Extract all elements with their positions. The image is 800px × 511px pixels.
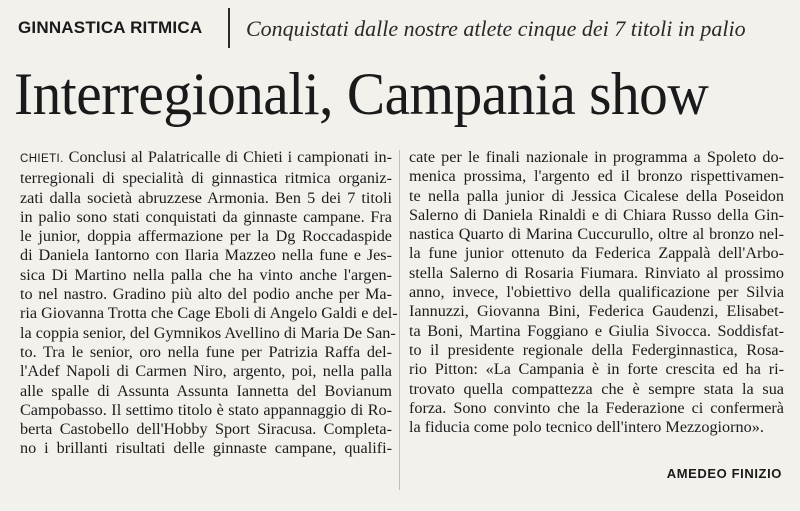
article-subtitle: Conquistati dalle nostre atlete cinque dei 7 titoli in palio [246,16,746,41]
column-1-line: terregionali di specialità di ginnastica ritmica organiz- [20,169,392,188]
column-2-line: menica prossima, l'argento ed il bronzo rispettivamen- [409,167,784,186]
column-1-line: berta Castobello dell'Hobby Sport Siracusa. Completa- [20,420,392,439]
section-kicker: GINNASTICA RITMICA [18,18,203,37]
column-2-line: te nella palla junior di Jessica Cicalese della Poseidon [409,186,784,205]
column-1-line: no i brillanti risultati delle ginnaste campane, qualifi- [20,439,392,458]
column-1-line: sica Di Martino nella palla che ha vinto anche l'argen- [20,265,392,284]
column-2-line: anno, invece, l'obiettivo della qualificazione per Silvia [409,283,784,302]
column-1-line-1 [20,148,392,169]
column-1-line: zati dalla società abruzzese Armonia. Ben 5 dei 7 titoli [20,188,392,207]
column-2-line: to il presidente regionale della Federginnastica, Rosa- [409,340,784,359]
column-2-line: ta Boni, Martina Foggiano e Giulia Sivocca. Soddisfat- [409,321,784,340]
column-1-line: to nel nastro. Gradino più alto del podio anche per Ma- [20,285,392,304]
column-2-line: forza. Sono convinto che la Federazione ci confermerà [409,398,784,417]
column-2-line: nastica Quarto di Marina Cuccurullo, oltre al bronzo nel- [409,225,784,244]
article-headline: Interregionali, Campania show [14,61,709,127]
column-2-line: la fune junior ottenuto da Federica Zappalà dell'Arbo- [409,244,784,263]
column-2-line: trovato quella compattezza che è sempre stata la sua [409,379,784,398]
column-2-line: rio Pitton: «La Campania è in forte crescita ed ha ri- [409,360,784,379]
column-1-line: in palio sono stati conquistati da ginnaste campane. Fra [20,207,392,226]
author-byline: AMEDEO FINIZIO [666,466,782,481]
column-2-line: stella Salerno di Rosaria Fiumara. Rinviato al prossimo [409,263,784,282]
column-1-line: di Daniela Iantorno con Ilaria Mazzeo nella fune e Jes- [20,246,392,265]
column-1-line: to. Tra le senior, oro nella fune per Patrizia Raffa del- [20,342,392,361]
column-1-line: Campobasso. Il settimo titolo è stato appannaggio di Ro- [20,400,392,419]
column-2-line: cate per le finali nazionale in programma a Spoleto do- [409,148,784,166]
dateline: CHIETI. [20,153,64,165]
kicker-divider [228,8,230,48]
column-2-line: Salerno di Daniela Rinaldi e di Chiara Russo della Gin- [409,205,784,224]
column-1-line: ria Giovanna Trotta che Cage Eboli di Angelo Galdi e del- [20,304,398,323]
column-1-line: le junior, doppia affermazione per la Dg Roccadaspide [20,227,392,246]
column-1-line: la coppia senior, del Gymnikos Avellino di Maria De San- [20,323,396,342]
column-2-line: la fiducia come polo tecnico dell'intero Mezzogiorno». [409,418,764,437]
column-rule [399,150,400,490]
column-1-line: l'Adef Napoli di Carmen Niro, argento, poi, nella palla [20,362,392,381]
article-column-1 [20,148,398,459]
article-column-2 [409,148,784,437]
column-1-line: alle spalle di Assunta Assunta Iannetta del Bovianum [20,381,392,400]
column-1-line-1-text: Conclusi al Palatricalle di Chieti i campionati in- [63,148,392,166]
column-2-line: Iannuzzi, Giovanna Bini, Federica Gaudenzi, Elisabet- [409,302,784,321]
